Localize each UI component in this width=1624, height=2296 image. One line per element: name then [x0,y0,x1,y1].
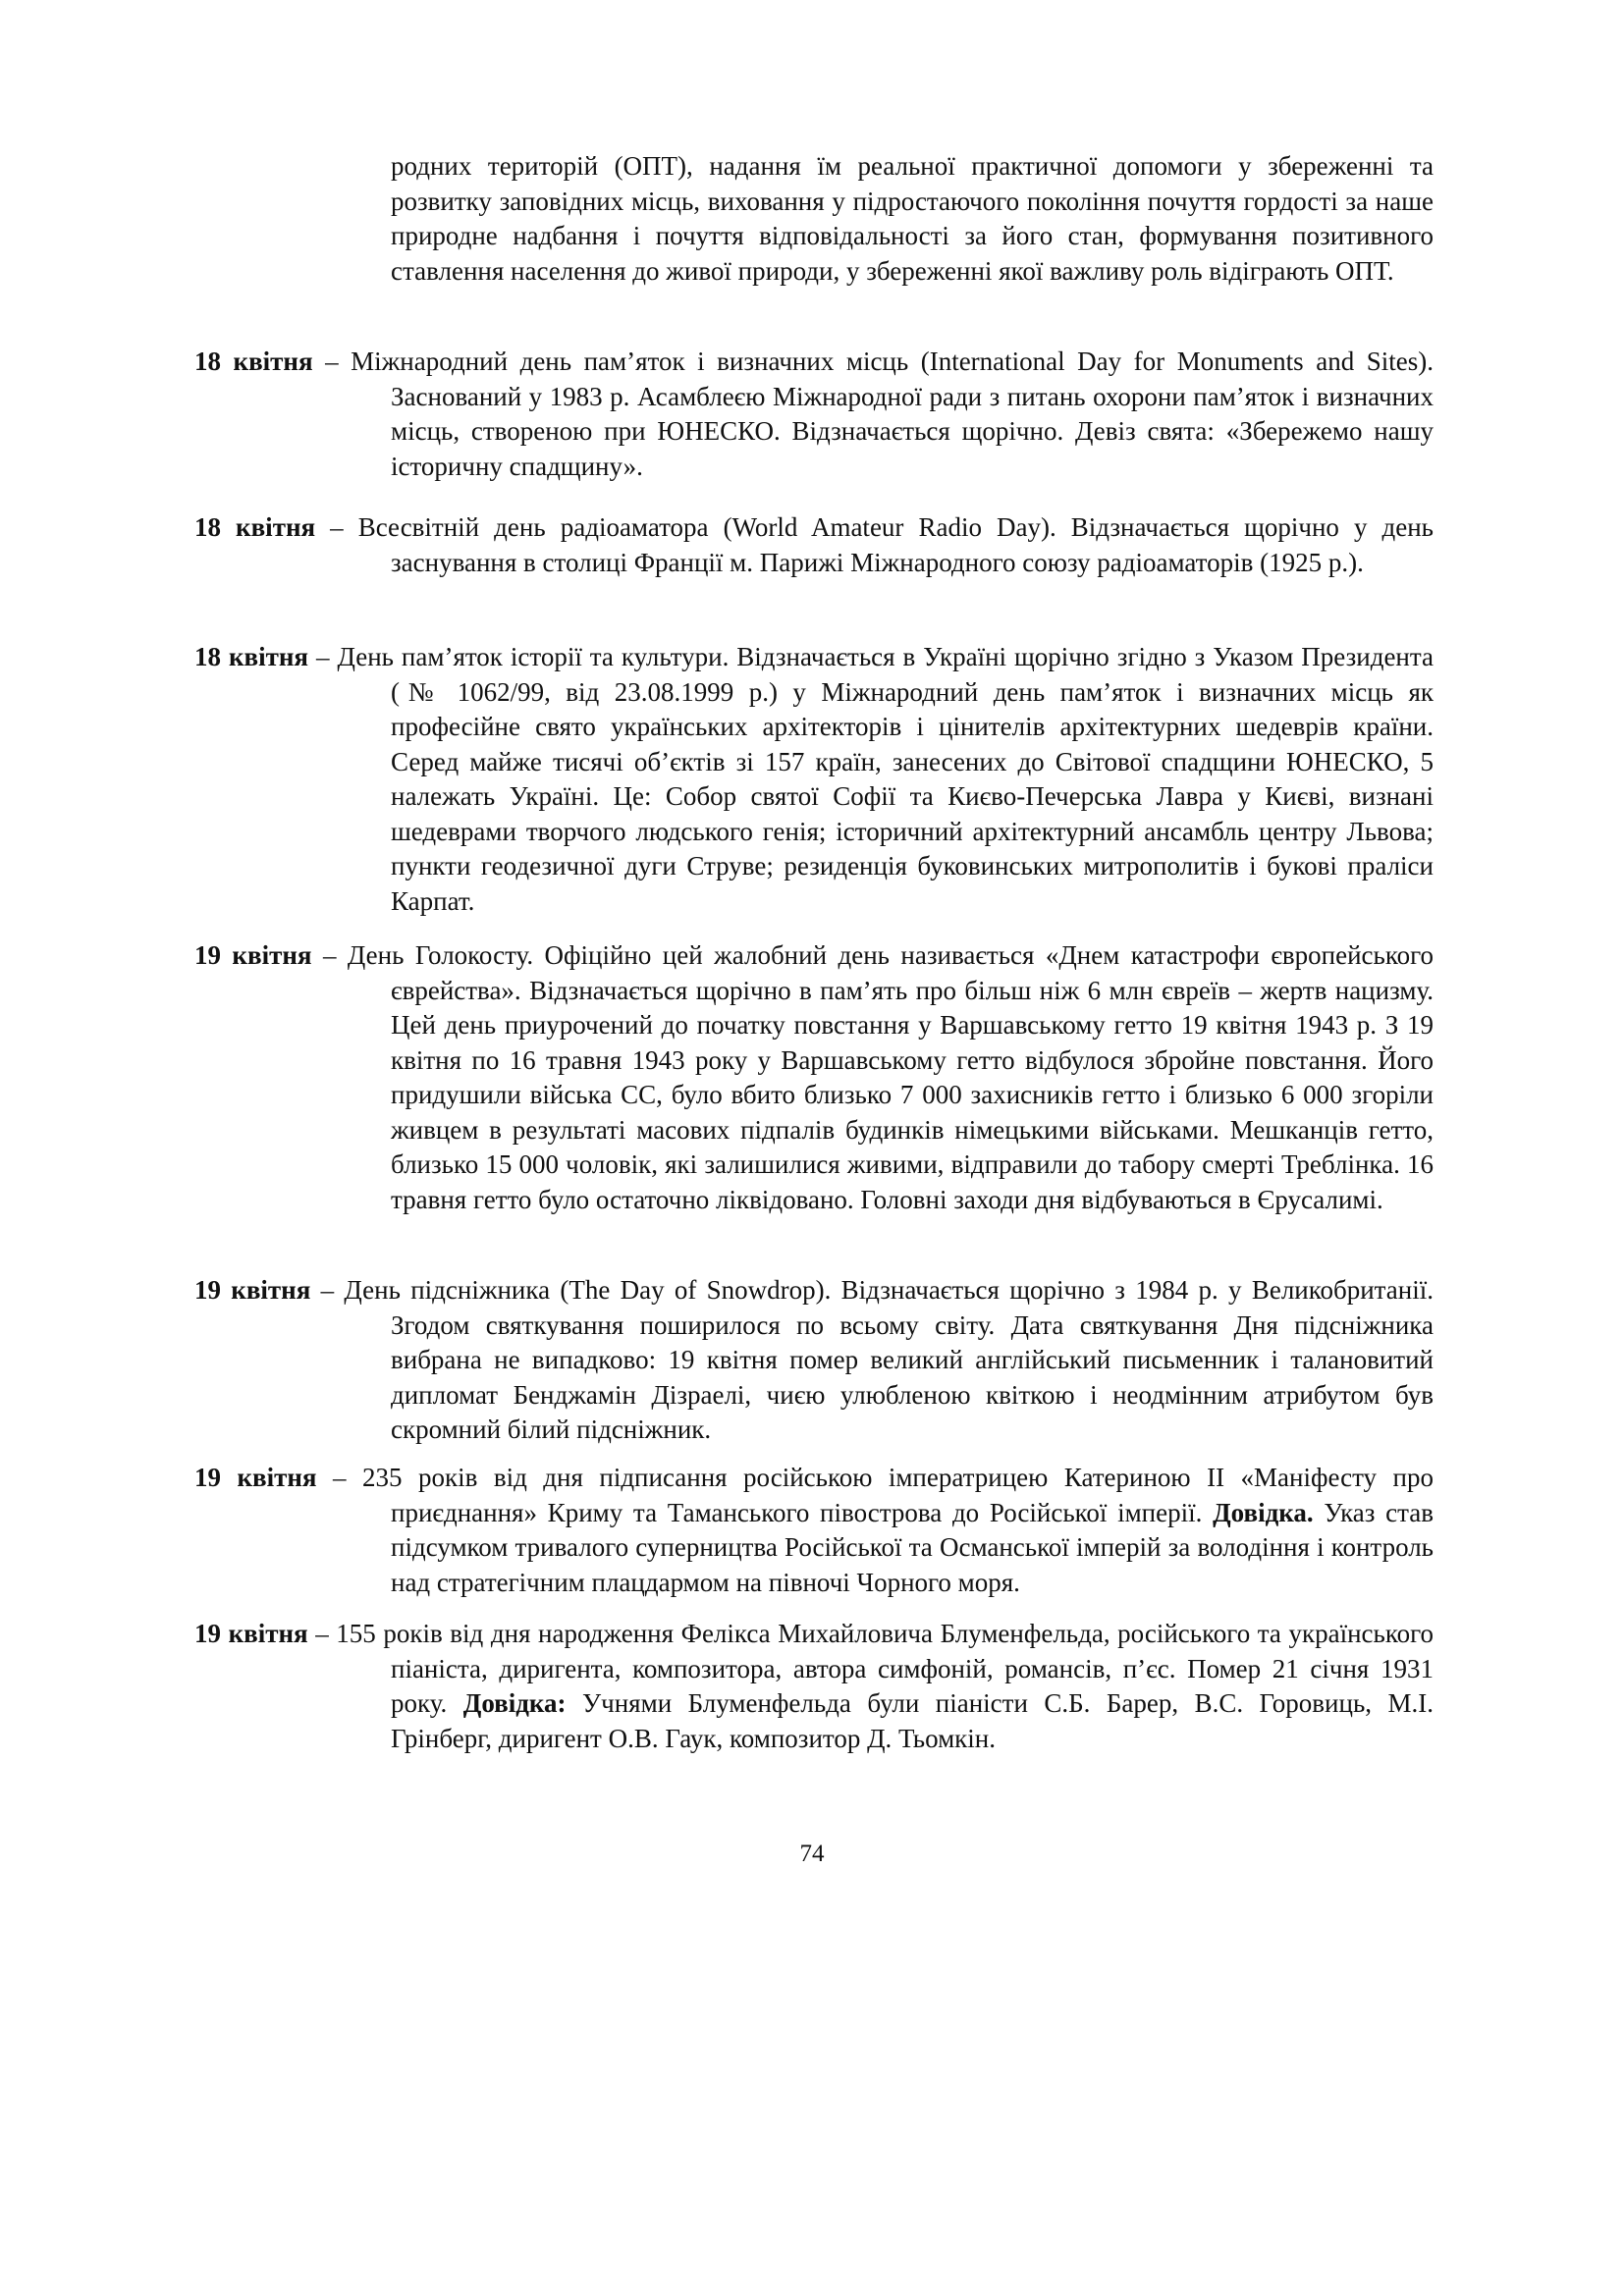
entry-text: – День Голокосту. Офіційно цей жалобний день називається «Днем катастрофи європейського єврейства». Відзначається щорічно в пам’ять про більш ніж 6 млн євреїв – жертв нацизму. Цей день приурочений до початку повстання у Варшавському гетто 19 квітня 1943 р. З 19 квітня по 16 травня 1943 року у Варшавському гетто відбулося збройне повстання. Його придушили війська СС, було вбито близько 7 000 захисників гетто і близько 6 000 згоріли живцем в результаті масових підпалів будинків німецькими військами. Мешканців гетто, близько 15 000 чоловік, які залишилися живими, відправили до табору смерті Треблінка. 16 травня гетто було остаточно ліквідовано. Головні заходи дня відбуваються в Єрусалимі. [311,940,1434,1214]
entry-date: 19 квітня [194,1463,317,1492]
entry-holocaust-day [194,938,1434,1217]
entry-monuments-day [194,345,1434,484]
entry-text: – 155 років від дня народження Фелікса Михайловича Блуменфельда, російського та українського піаніста, диригента, композитора, автора симфоній, романсів, п’єс. Помер 21 січня 1931 року. [307,1619,1434,1718]
entry-text-continued: Указ став підсумком тривалого суперництва Російської та Османської імперій за володіння і контроль над стратегічним плацдармом на півночі Чорного моря. [391,1497,1434,1597]
page-number: 74 [799,1841,825,1867]
reference-label: Довідка. [1213,1497,1314,1527]
reference-label: Довідка: [462,1688,567,1718]
continuation-paragraph: родних територій (ОПТ), надання їм реальної практичної допомоги у збереженні та розвитку заповідних місць, виховання у підростаючого покоління почуття гордості за наше природне надбання і почуття відповідальності за його стан, формування позитивного ставлення населення до живої природи, у збереженні якої важливу роль відіграють ОПТ. [391,151,1434,286]
entry-text: – 235 років від дня підписання російською імператрицею Катериною ІІ «Маніфесту про приєднання» Криму та Таманського півострова до Російської імперії. [316,1463,1434,1527]
entry-text: – Всесвітній день радіоаматора (World Amateur Radio Day). Відзначається щорічно у день заснування в столиці Франції м. Парижі Міжнародного союзу радіоаматорів (1925 р.). [315,512,1434,577]
entry-crimea-manifesto [194,1461,1434,1600]
entry-text: – День пам’яток історії та культури. Відзначається в Україні щорічно згідно з Указом Президента (№ 1062/99, від 23.08.1999 р.) у Міжнародний день пам’яток і визначних місць як професійне свято українських архітекторів і цінителів архітектурних шедеврів країни. Серед майже тисячі об’єктів зі 157 країн, занесених до Світової спадщини ЮНЕСКО, 5 належать Україні. Це: Собор святої Софії та Києво-Печерська Лавра у Києві, визнані шедеврами творчого людського генія; історичний архітектурний ансамбль центру Львова; пункти геодезичної дуги Струве; резиденція буковинських митрополитів і букові праліси Карпат. [308,642,1434,916]
entry-date: 19 квітня [194,940,312,970]
entry-snowdrop-day [194,1273,1434,1448]
entry-date: 19 квітня [194,1275,311,1305]
entry-text: – День підсніжника (The Day of Snowdrop). Відзначається щорічно з 1984 р. у Великобританії. Згодом святкування поширилося по всьому світу. Дата святкування Дня підсніжника вибрана не випадково: 19 квітня помер великий англійський письменник і талановитий дипломат Бенджамін Дізраелі, чиєю улюбленою квіткою і неодмінним атрибутом був скромний білий підсніжник. [310,1275,1434,1444]
entry-text-continued: Учнями Блуменфельда були піаністи С.Б. Барер, В.С. Горовиць, М.І. Грінберг, диригент О.В. Гаук, композитор Д. Тьомкін. [391,1688,1434,1753]
entry-date: 18 квітня [194,642,309,671]
entry-text: – Міжнародний день пам’яток і визначних місць (International Day for Monuments and Sites). Заснований у 1983 р. Асамблеєю Міжнародної ради з питань охорони пам’яток і визначних місць, створеною при ЮНЕСКО. Відзначається щорічно. Девіз свята: «Збережемо нашу історичну спадщину». [312,347,1434,481]
entry-radio-amateur-day [194,510,1434,580]
entry-blumenfeld-birthday [194,1617,1434,1756]
entry-date: 18 квітня [194,512,316,542]
entry-history-culture-day [194,640,1434,919]
entry-date: 19 квітня [194,1619,308,1648]
entry-date: 18 квітня [194,347,313,376]
